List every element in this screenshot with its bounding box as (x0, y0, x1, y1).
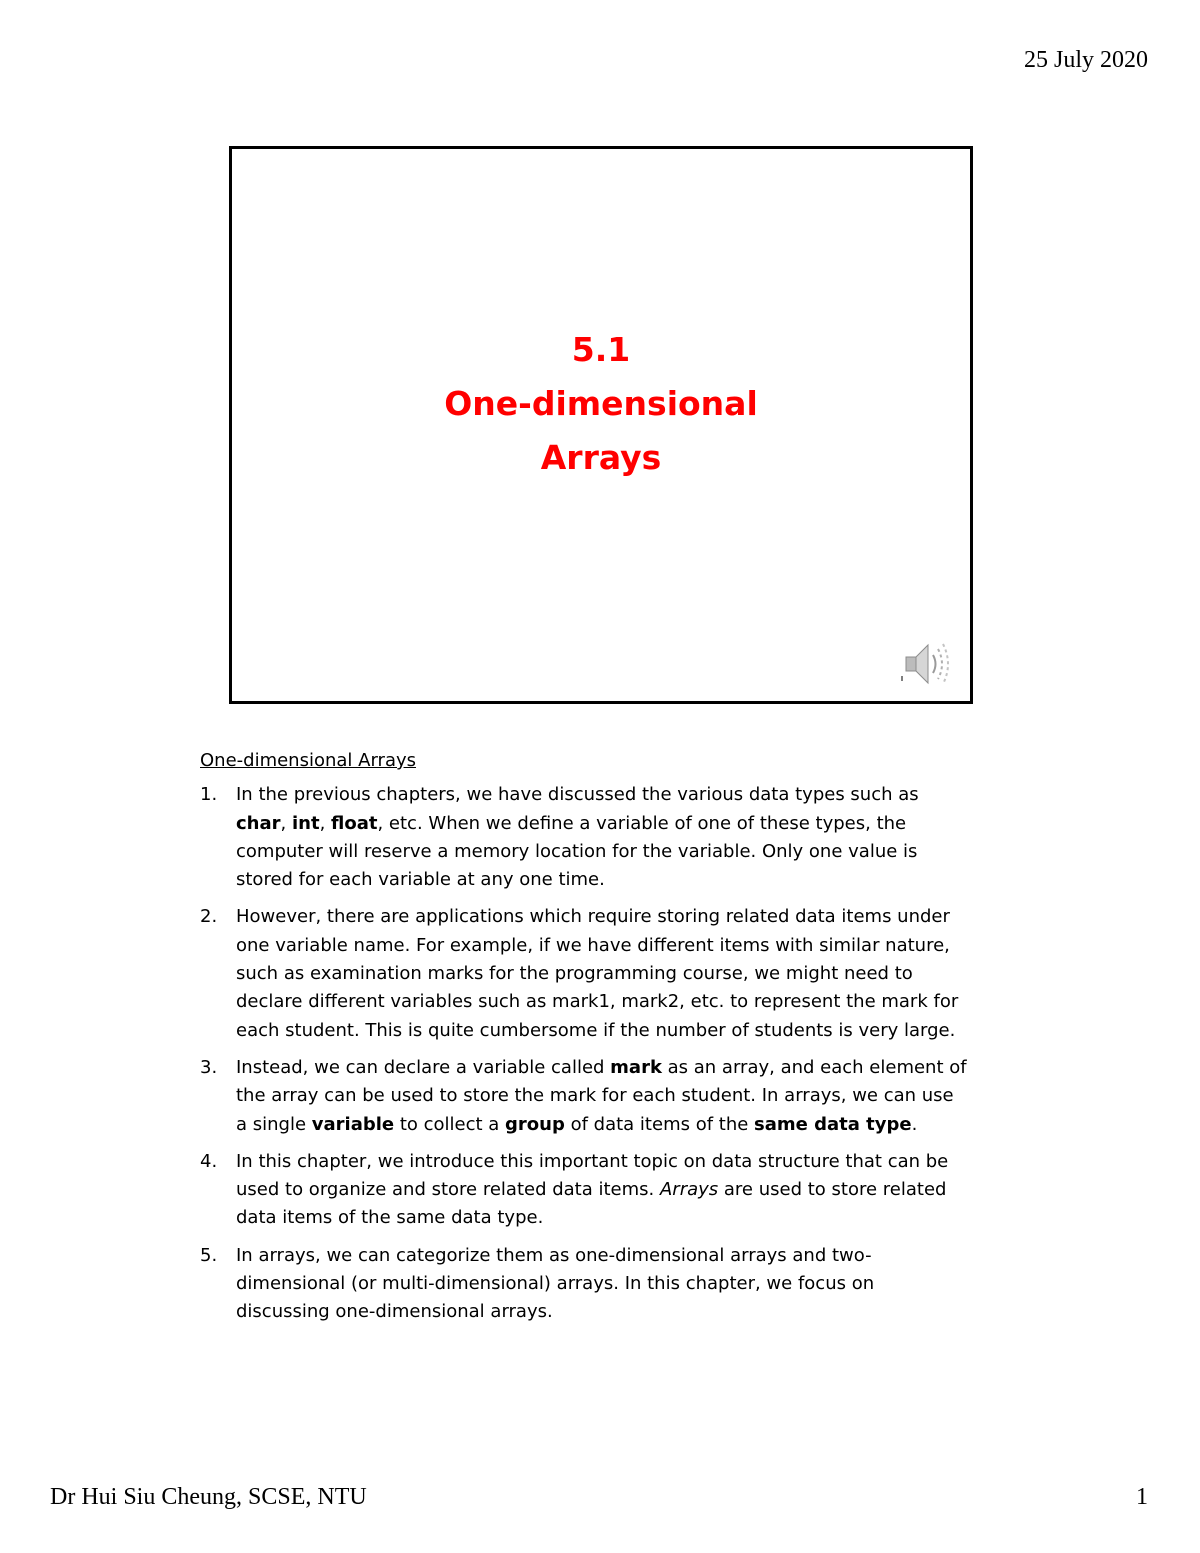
list-item-line: In this chapter, we introduce this important topic on data structure that can be (236, 1150, 949, 1172)
list-item-line: computer will reserve a memory location for the variable. Only one value is (236, 840, 918, 862)
list-item-line (236, 1054, 1000, 1082)
footer-author: Dr Hui Siu Cheung, SCSE, NTU (50, 1484, 367, 1510)
list-item (200, 903, 1000, 1044)
notes-list (200, 781, 1000, 1326)
emphasis: Arrays (659, 1179, 719, 1201)
notes-section (200, 747, 1000, 1336)
text-run: to collect a (394, 1113, 506, 1135)
list-item-line: dimensional (or multi-dimensional) arrays. In this chapter, we focus on (236, 1273, 875, 1295)
list-item (200, 1242, 1000, 1327)
keyword: same data type (754, 1113, 912, 1135)
keyword: char (236, 812, 281, 834)
list-item-line: one variable name. For example, if we have different items with similar nature, (236, 934, 950, 956)
notes-heading: One-dimensional Arrays (200, 750, 416, 771)
slide-title (232, 323, 970, 485)
list-item-line: each student. This is quite cumbersome if the number of students is very large. (236, 1019, 956, 1041)
list-item-line: stored for each variable at any one time. (236, 869, 605, 891)
text-run: Instead, we can declare a variable called (236, 1056, 611, 1078)
text-run: , etc. When we define a variable of one of these types, the (377, 812, 907, 834)
text-run: are used to store related (718, 1179, 947, 1201)
text-run: . (911, 1113, 918, 1135)
text-run: as an array, and each element of (661, 1056, 967, 1078)
text-run: a single (236, 1113, 312, 1135)
list-item-line: discussing one-dimensional arrays. (236, 1301, 553, 1323)
list-item-number: 4. (200, 1150, 218, 1172)
list-item-line: In the previous chapters, we have discussed the various data types such as (236, 784, 919, 806)
list-item-number: 1. (200, 784, 218, 806)
list-item-line (236, 810, 1000, 838)
list-item (200, 1054, 1000, 1139)
slide-title-line: Arrays (540, 438, 662, 477)
slide-frame (229, 146, 973, 704)
list-item-number: 2. (200, 906, 218, 928)
list-item-line: the array can be used to store the mark for each student. In arrays, we can use (236, 1085, 954, 1107)
text-run: , (280, 812, 292, 834)
list-item-line: However, there are applications which require storing related data items under (236, 906, 950, 928)
slide-title-line: One-dimensional (444, 384, 758, 423)
keyword: mark (610, 1056, 662, 1078)
text-run: of data items of the (564, 1113, 755, 1135)
speaker-icon[interactable] (898, 637, 956, 689)
keyword: int (291, 812, 320, 834)
keyword: float (331, 812, 378, 834)
list-item (200, 1148, 1000, 1233)
text-run: , (319, 812, 332, 834)
page-number: 1 (1136, 1484, 1148, 1510)
list-item-line: such as examination marks for the programming course, we might need to (236, 963, 913, 985)
list-item-line (236, 1111, 1000, 1139)
text-run: used to organize and store related data items. (236, 1179, 660, 1201)
header-date: 25 July 2020 (1023, 47, 1148, 73)
list-item-number: 3. (200, 1056, 218, 1078)
keyword: group (505, 1113, 565, 1135)
list-item-line: declare different variables such as mark1, mark2, etc. to represent the mark for (236, 991, 959, 1013)
list-item-number: 5. (200, 1244, 218, 1266)
slide-title-number: 5.1 (571, 330, 631, 369)
list-item-line: In arrays, we can categorize them as one-dimensional arrays and two- (236, 1244, 872, 1266)
list-item (200, 781, 1000, 894)
list-item-line: data items of the same data type. (236, 1207, 544, 1229)
list-item-line (236, 1176, 1000, 1204)
keyword: variable (311, 1113, 395, 1135)
